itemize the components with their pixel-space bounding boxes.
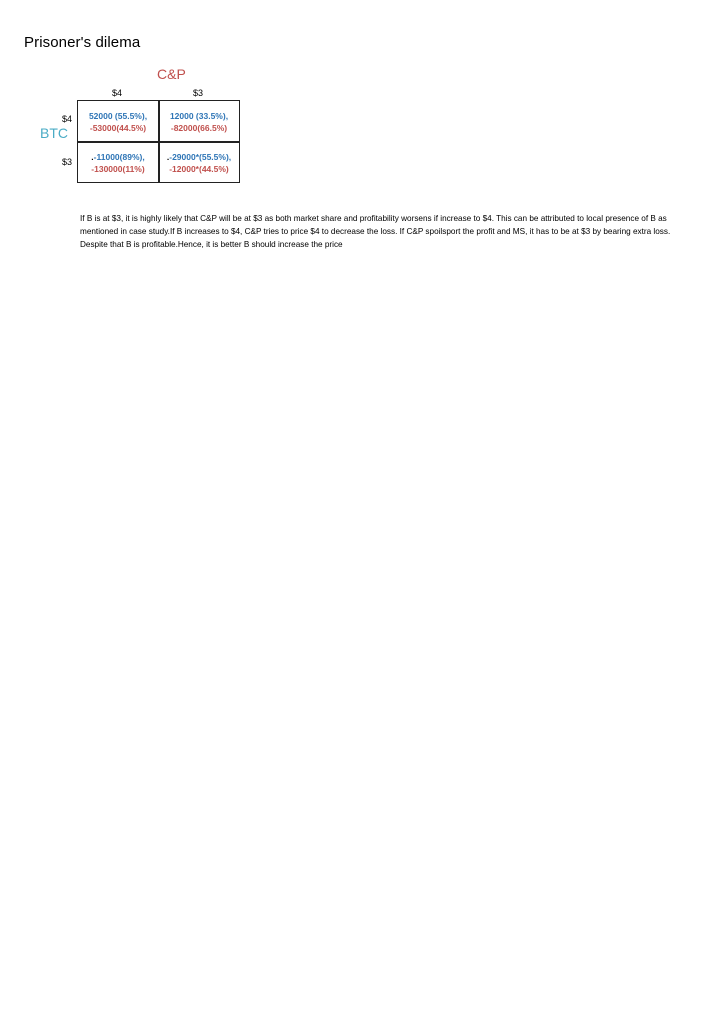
- column-header-3: $3: [192, 88, 203, 98]
- cell-prefix: .: [166, 152, 170, 162]
- payoff-cell-3-3: [159, 151, 239, 175]
- column-payoff: -53000(44.5%): [89, 123, 147, 133]
- row-payoff: -11000(89%),: [93, 152, 145, 162]
- row-player-label: BTC: [40, 125, 68, 141]
- payoff-matrix: [77, 100, 240, 183]
- column-payoff: -130000(11%): [91, 164, 145, 174]
- row-header-4: $4: [62, 114, 73, 124]
- analysis-paragraph: If B is at $3, it is highly likely that C&P will be at $3 as both market share and profitability worsens if increase to $4. This can be attributed to local presence of B as mentioned in case study.If B increases to $4, C&P tries to price $4 to decrease the loss. If C&P spoilsport the profit and MS, it has to be at $3 by bearing extra loss. Despite that B is profitable.Hence, it is better B should increase the price: [80, 214, 671, 250]
- payoff-cell-3-4: [78, 151, 158, 175]
- column-header-4: $4: [111, 88, 122, 98]
- payoff-cell-4-4: [78, 110, 158, 134]
- cell-prefix: .: [91, 152, 94, 162]
- row-header-3: $3: [62, 157, 73, 167]
- matrix-divider-horizontal: [78, 141, 239, 143]
- page-title: Prisoner's dilema: [24, 34, 141, 51]
- column-player-label: C&P: [157, 66, 186, 82]
- column-payoff: -82000(66.5%): [170, 123, 228, 133]
- row-payoff: 52000 (55.5%),: [88, 111, 148, 121]
- row-payoff: 12000 (33.5%),: [169, 111, 229, 121]
- payoff-cell-4-3: [159, 110, 239, 134]
- column-payoff: -12000*(44.5%): [169, 164, 229, 174]
- row-payoff: -29000*(55.5%),: [169, 152, 232, 162]
